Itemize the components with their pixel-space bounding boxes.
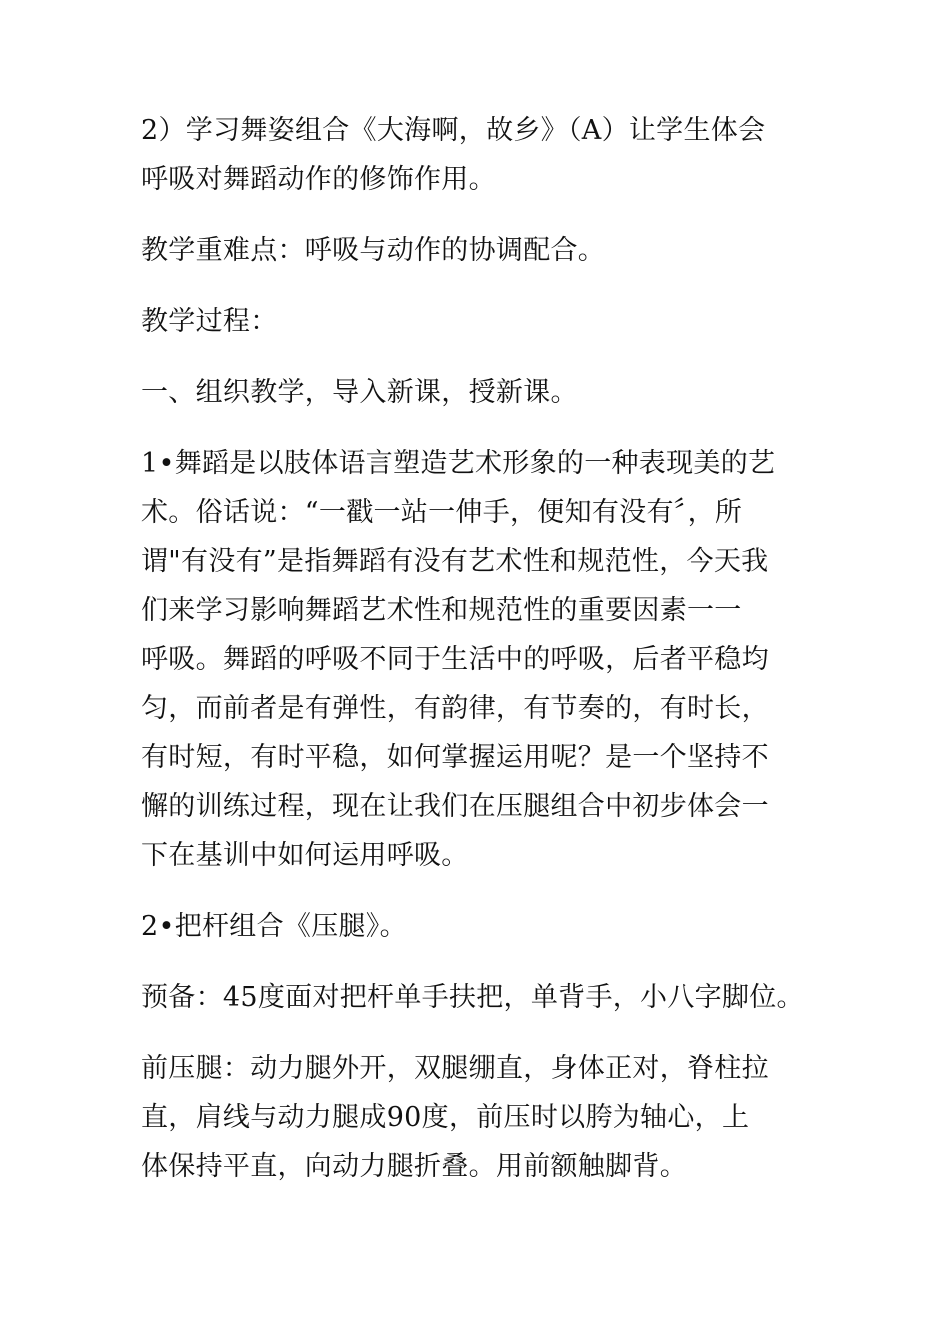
paragraph-key-difficulty: 教学重难点：呼吸与动作的协调配合。 bbox=[141, 235, 606, 266]
paragraph-objective-2: 2）学习舞姿组合《大海啊，故乡》（A）让学生体会 呼吸对舞蹈动作的修饰作用。 bbox=[141, 115, 766, 195]
document-body bbox=[141, 106, 821, 1213]
paragraph-item-2-barre-combo: 2•把杆组合《压腿》。 bbox=[141, 911, 407, 942]
paragraph-item-1-dance-breathing: 1•舞蹈是以肢体语言塑造艺术形象的一种表现美的艺 术。俗话说：“一戳一站一伸手，便知有没有〞，所 谓"有没有”是指舞蹈有没有艺术性和规范性，今天我 们来学习影响舞蹈艺术性和规范性的重要因素一一 呼吸。舞蹈的呼吸不同于生活中的呼吸，后者平稳均 匀，而前者是有弹性，有韵律，有节奏的，有时长， 有时短，有时平稳，如何掌握运用呢？是一个坚持不 懈的训练过程，现在让我们在压腿组合中初步体会一 下在基训中如何运用呼吸。 bbox=[141, 448, 776, 871]
paragraph-front-leg-press: 前压腿：动力腿外开，双腿绷直，身体正对，脊柱拉 直，肩线与动力腿成90度，前压时以胯为轴心，上 体保持平直，向动力腿折叠。用前额触脚背。 bbox=[141, 1053, 769, 1182]
paragraph-section-1-heading: 一、组织教学，导入新课，授新课。 bbox=[141, 377, 578, 408]
paragraph-preparation: 预备：45度面对把杆单手扶把，单背手，小八字脚位。 bbox=[141, 982, 804, 1013]
paragraph-process-heading: 教学过程： bbox=[141, 306, 278, 337]
